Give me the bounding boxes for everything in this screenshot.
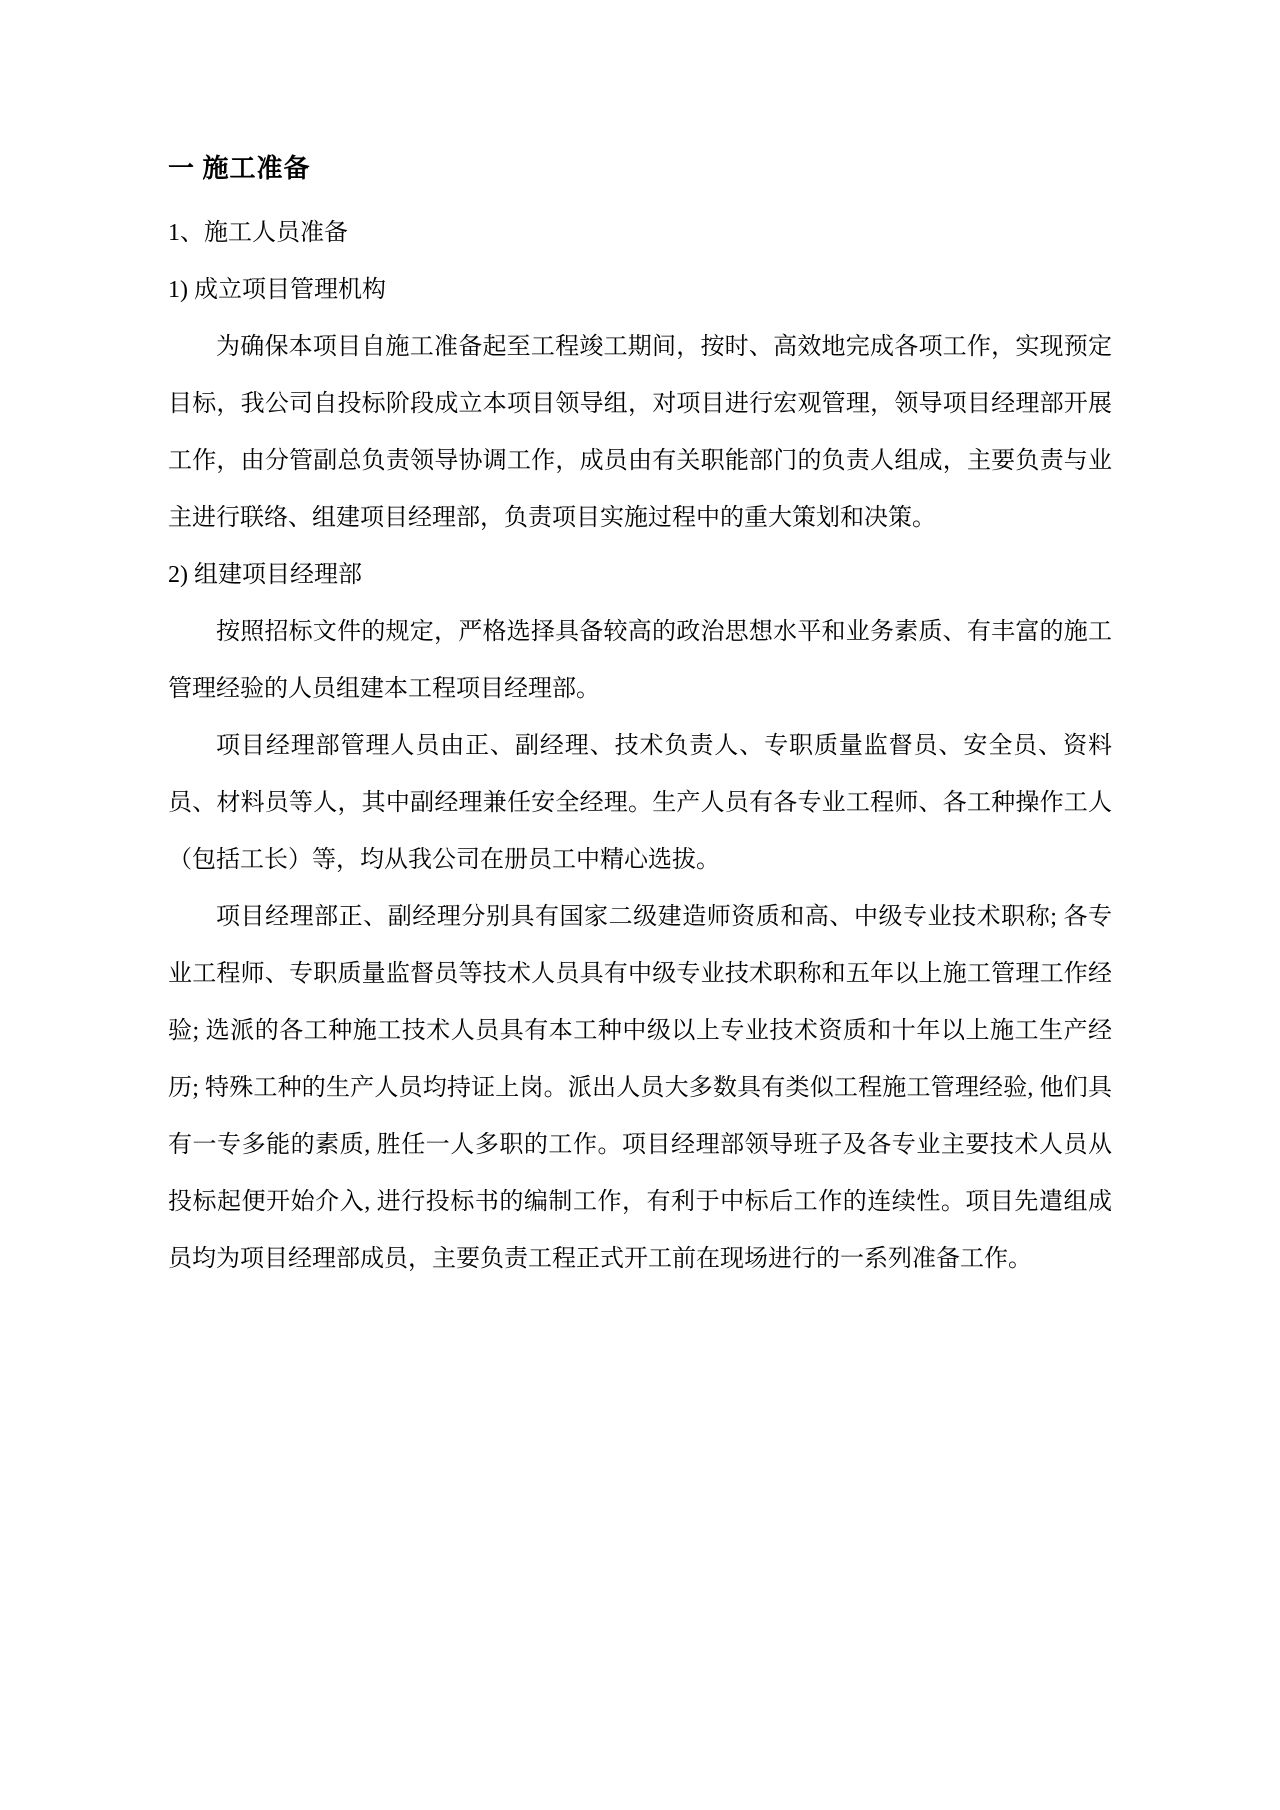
- subitem-establish-management-org: 1) 成立项目管理机构: [168, 277, 386, 303]
- paragraph-leadership-group: 为确保本项目自施工准备起至工程竣工期间，按时、高效地完成各项工作，实现预定目标，我公司自投标阶段成立本项目领导组，对项目进行宏观管理，领导项目经理部开展工作，由分管副总负责领导协调工作，成员由有关职能部门的负责人组成，主要负责与业主进行联络、组建项目经理部，负责项目实施过程中的重大策划和决策。: [168, 334, 1112, 531]
- paragraph-qualifications: 项目经理部正、副经理分别具有国家二级建造师资质和高、中级专业技术职称; 各专业工程师、专职质量监督员等技术人员具有中级专业技术职称和五年以上施工管理工作经验; 选派的各工种施工技术人员具有本工种中级以上专业技术资质和十年以上施工生产经历; 特殊工种的生产人员均持证上岗。派出人员大多数具有类似工程施工管理经验, 他们具有一专多能的素质, 胜任一人多职的工作。项目经理部领导班子及各专业主要技术人员从投标起便开始介入, 进行投标书的编制工作，有利于中标后工作的连续性。项目先遣组成员均为项目经理部成员，主要负责工程正式开工前在现场进行的一系列准备工作。: [168, 904, 1112, 1272]
- list-item-staff-preparation: 1、施工人员准备: [168, 220, 348, 246]
- paragraph-personnel-selection: 按照招标文件的规定，严格选择具备较高的政治思想水平和业务素质、有丰富的施工管理经验的人员组建本工程项目经理部。: [168, 619, 1112, 702]
- paragraph-dept-composition: 项目经理部管理人员由正、副经理、技术负责人、专职质量监督员、安全员、资料员、材料员等人，其中副经理兼任安全经理。生产人员有各专业工程师、各工种操作工人（包括工长）等，均从我公司在册员工中精心选拔。: [168, 733, 1112, 873]
- section-heading: 一 施工准备: [168, 154, 311, 183]
- subitem-form-project-manager-dept: 2) 组建项目经理部: [168, 562, 362, 588]
